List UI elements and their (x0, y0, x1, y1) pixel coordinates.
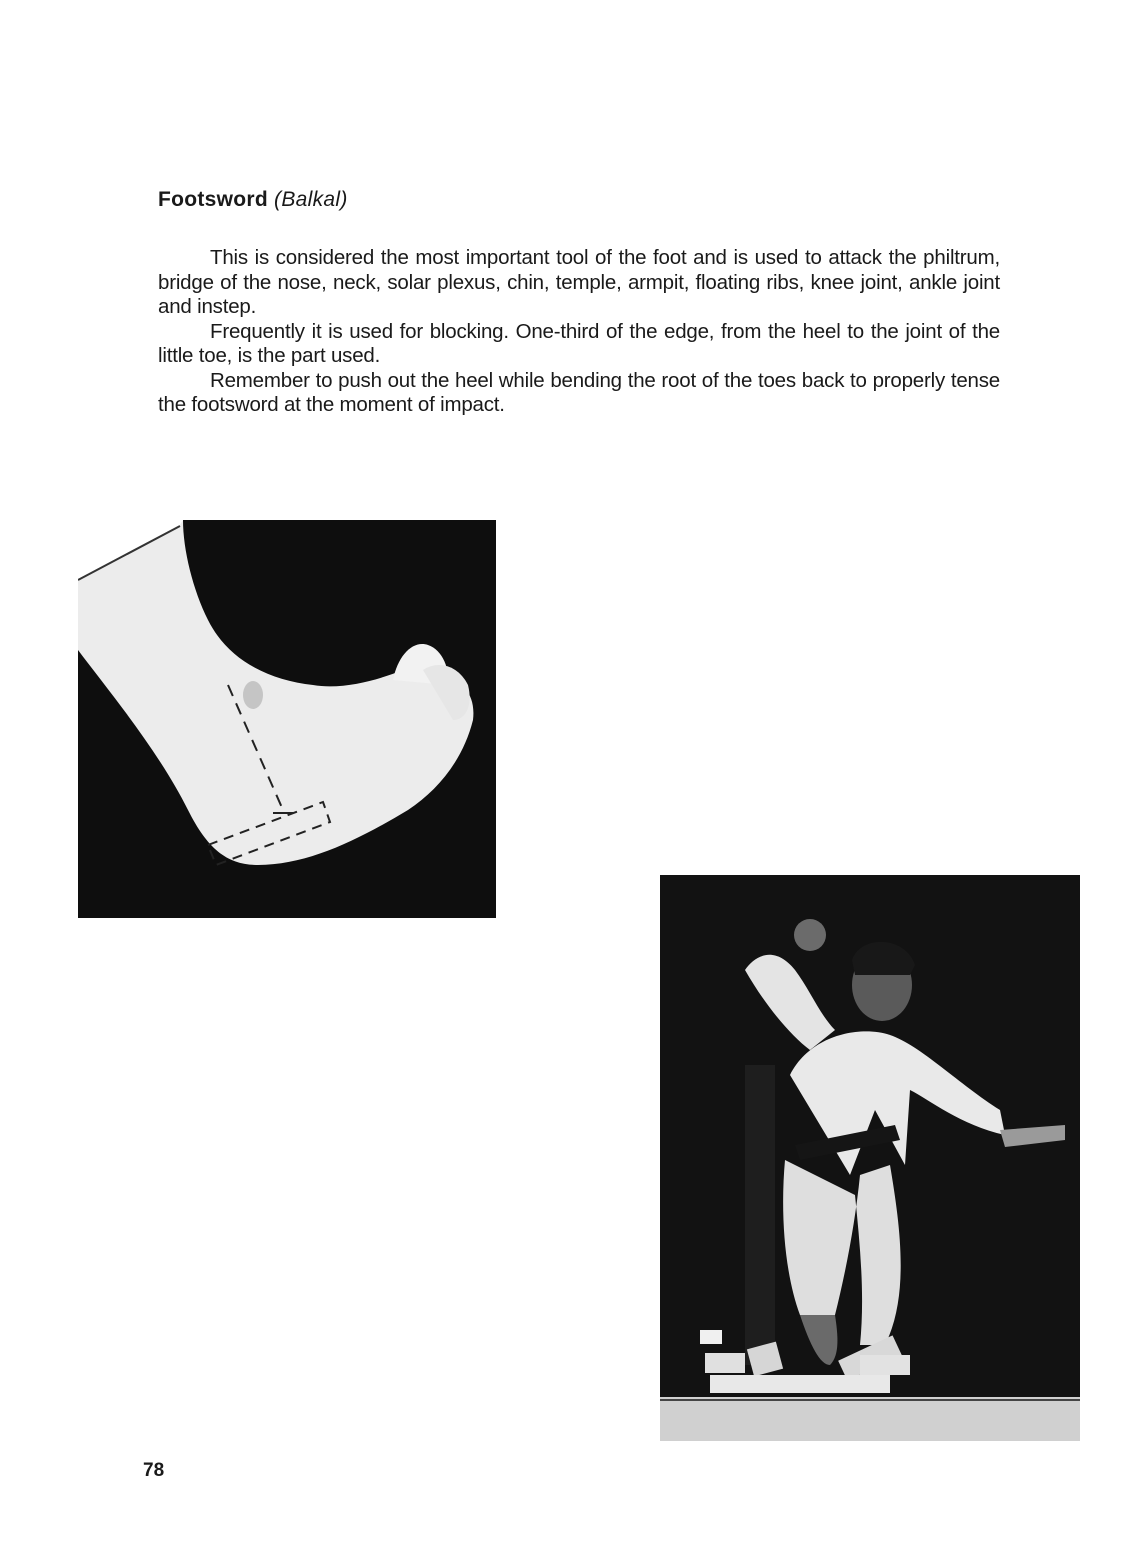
body-text (158, 246, 1000, 418)
heading-title: Footsword (158, 188, 269, 211)
page-number: 78 (143, 1460, 165, 1481)
martial-artist-illustration (660, 875, 1080, 1441)
paragraph-1: This is considered the most important tool of the foot and is used to attack the philtrum, bridge of the nose, neck, solar plexus, chin, temple, armpit, floating ribs, knee joint, ankle joint and instep. (158, 246, 1000, 318)
heading-subtitle: (Balkal) (274, 188, 348, 211)
paragraph-2: Frequently it is used for blocking. One-third of the edge, from the heel to the joint of the little toe, is the part used. (158, 319, 1000, 367)
foot-illustration (78, 520, 496, 918)
foot-photo (78, 520, 496, 918)
paragraph-3: Remember to push out the heel while bending the root of the toes back to properly tense the footsword at the moment of impact. (158, 368, 1000, 416)
section-heading (158, 188, 348, 212)
brick-breaking-photo (660, 875, 1080, 1441)
